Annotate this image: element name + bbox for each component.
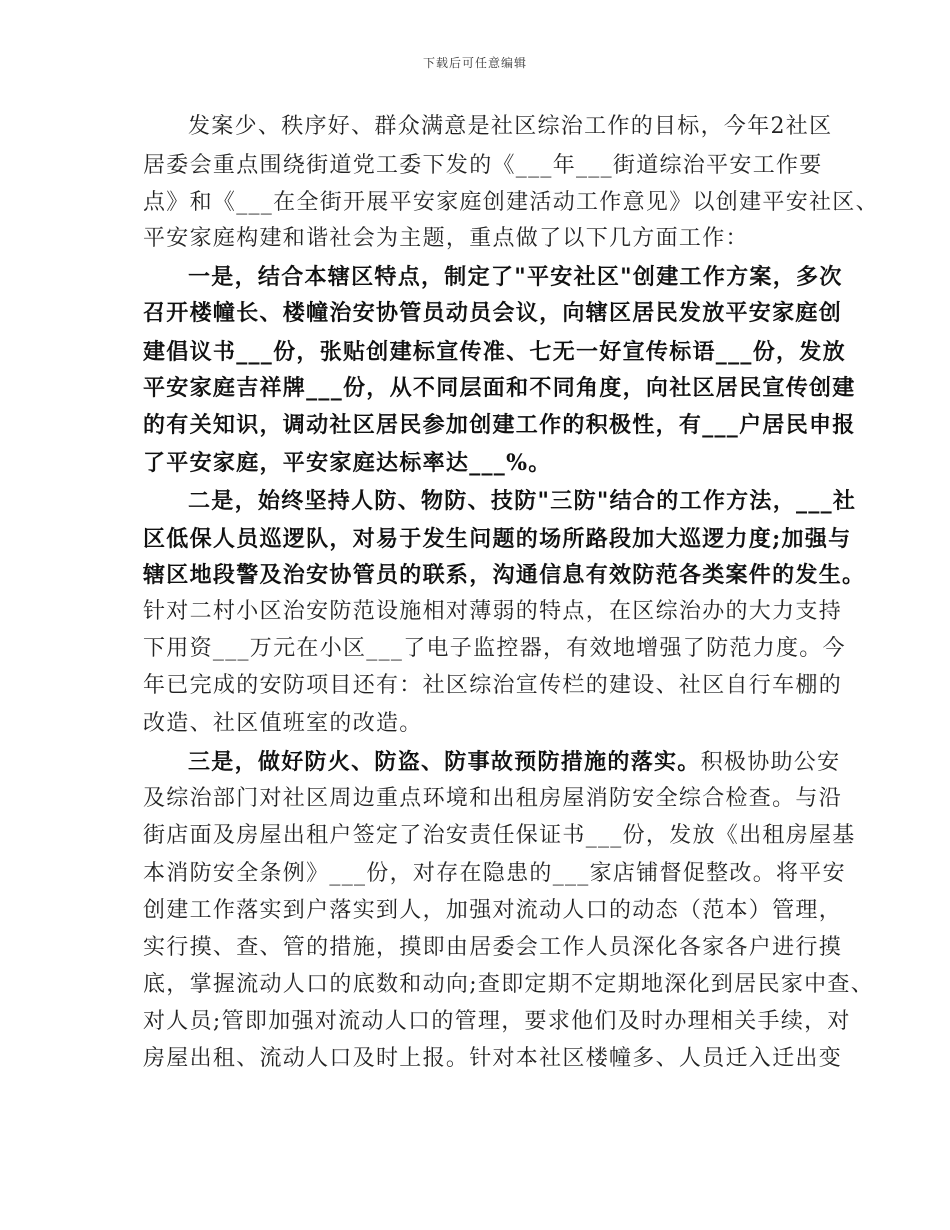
text-line: 街店面及房屋出租户签定了治安责任保证书___份，发放《出租房屋基	[143, 823, 856, 848]
text-line-bold: 区低保人员巡逻队，对易于发生问题的场所路段加大巡逻力度;加强与	[143, 526, 852, 552]
text-line: 年已完成的安防项目还有：社区综治宣传栏的建设、社区自行车棚的	[143, 673, 843, 698]
text-line-mixed: 三是，做好防火、防盗、防事故预防措施的落实。积极协助公安	[188, 749, 841, 775]
text-line: 底，掌握流动人口的底数和动向;查即定期不定期地深化到居民家中查、	[143, 972, 875, 997]
text-line-bold: 平安家庭吉祥牌___份，从不同层面和不同角度，向社区居民宣传创建	[143, 375, 856, 401]
text-line: 对人员;管即加强对流动人口的管理，要求他们及时办理相关手续，对	[143, 1009, 851, 1034]
text-line: 改造、社区值班室的改造。	[143, 711, 423, 736]
text-line: 平安家庭构建和谐社会为主题，重点做了以下几方面工作：	[143, 226, 749, 251]
page-header: 下载后可任意编辑	[422, 56, 527, 70]
text-line-bold: 了平安家庭，平安家庭达标率达___%。	[143, 450, 552, 476]
text-line-bold: 辖区地段警及治安协管员的联系，沟通信息有效防范各类案件的发生。	[143, 562, 866, 588]
text-line-bold: 的有关知识，调动社区居民参加创建工作的积极性，有___户居民申报	[143, 412, 856, 438]
text-line: 针对二村小区治安防范设施相对薄弱的特点，在区综治办的大力支持	[143, 599, 843, 624]
text-line: 本消防安全条例》___份，对存在隐患的___家店铺督促整改。将平安	[143, 861, 846, 886]
text-line: 实行摸、查、管的措施，摸即由居委会工作人员深化各家各户进行摸	[143, 935, 843, 960]
text-line-bold: 二是，始终坚持人防、物防、技防"三防"结合的工作方法，___社	[188, 488, 857, 514]
text-line: 下用资___万元在小区___了电子监控器，有效地增强了防范力度。今	[143, 636, 846, 661]
text-line: 发案少、秩序好、群众满意是社区综治工作的目标，今年2社区	[188, 114, 833, 139]
text-line-bold: 一是，结合本辖区特点，制定了"平安社区"创建工作方案，多次	[188, 264, 843, 290]
text-line-bold: 召开楼幢长、楼幢治安协管员动员会议，向辖区居民发放平安家庭创	[143, 300, 843, 326]
text-line: 房屋出租、流动人口及时上报。针对本社区楼幢多、人员迁入迁出变	[143, 1046, 843, 1071]
text-line: 创建工作落实到户落实到人，加强对流动人口的动态（范本）管理，	[143, 898, 843, 923]
text-line: 及综治部门对社区周边重点环境和出租房屋消防安全综合检查。与沿	[143, 786, 843, 811]
text-line: 点》和《___在全街开展平安家庭创建活动工作意见》以创建平安社区、	[143, 190, 879, 215]
text-line-bold: 建倡议书___份，张贴创建标宣传准、七无一好宣传标语___份，发放	[143, 339, 846, 365]
text-line: 居委会重点围绕街道党工委下发的《___年___街道综治平安工作要	[143, 153, 823, 178]
